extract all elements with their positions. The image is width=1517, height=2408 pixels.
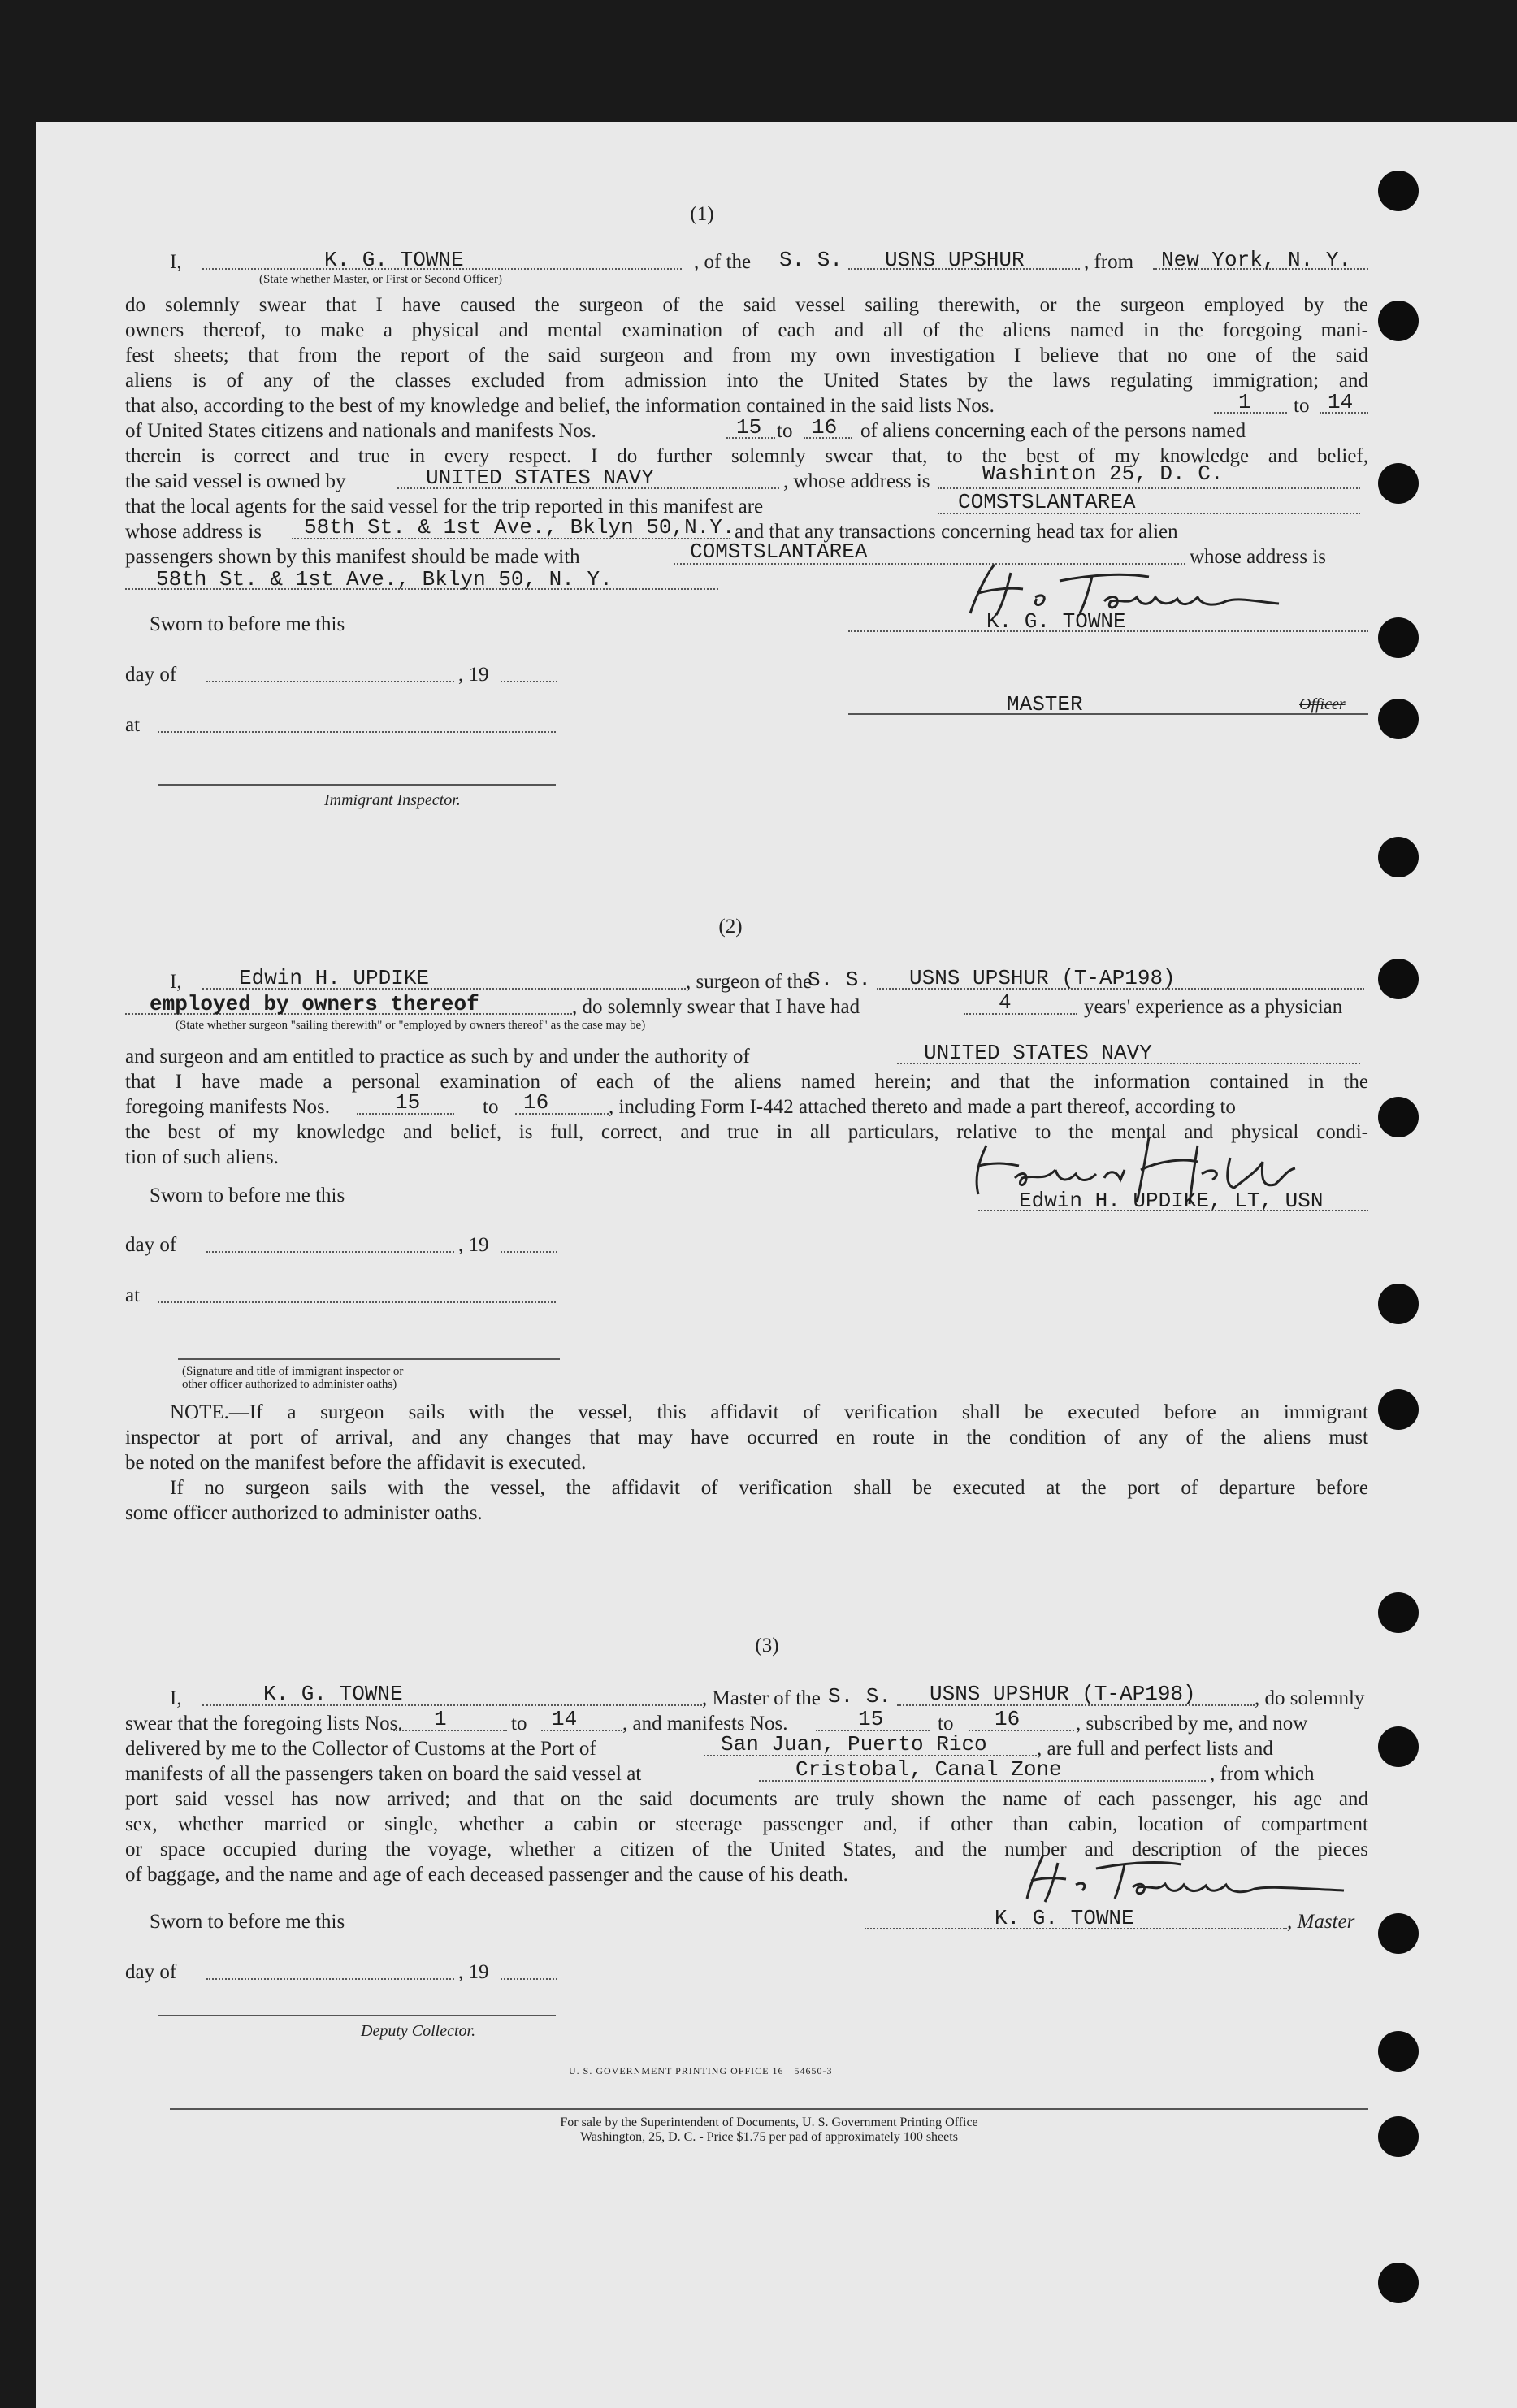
s2-swear: , do solemnly swear that I have had <box>572 996 860 1018</box>
s2-at-line <box>158 1301 556 1303</box>
s2-years: 4 <box>999 990 1012 1015</box>
s1-state-note: (State whether Master, or First or Second Officer) <box>259 273 503 286</box>
s3-sworn: Sworn to before me this <box>150 1911 345 1933</box>
s2-day-of: day of <box>125 1234 177 1256</box>
s2-note-line: be noted on the manifest before the affidavit is executed. <box>125 1452 587 1474</box>
s2-line5b: , including Form I-442 attached thereto and made a part thereof, according to <box>609 1096 1236 1118</box>
s1-lists-from: 1 <box>1238 390 1251 414</box>
s1-year: , 19 <box>458 664 489 686</box>
s2-years-line <box>964 1013 1077 1015</box>
punch-hole <box>1378 699 1419 739</box>
s2-note-line: NOTE.—If a surgeon sails with the vessel, this affidavit of verification shall be executed before an immigrant <box>170 1401 1368 1423</box>
s1-lists-to: 14 <box>1328 390 1354 414</box>
s1-master-name: K. G. TOWNE <box>324 248 464 272</box>
s2-sig-note-1: (Signature and title of immigrant inspector or <box>182 1365 404 1378</box>
punch-hole <box>1378 1726 1419 1767</box>
s2-surgeon-name: Edwin H. UPDIKE <box>239 966 430 990</box>
punch-hole <box>1378 301 1419 341</box>
s1-vessel-type: S. S. <box>779 248 843 272</box>
punch-hole <box>1378 2263 1419 2303</box>
s3-signer: K. G. TOWNE <box>995 1906 1134 1930</box>
s2-at: at <box>125 1284 141 1306</box>
sale-note-2: Washington, 25, D. C. - Price $1.75 per pad of approximately 100 sheets <box>580 2130 958 2144</box>
s2-surgeon-of: , surgeon of the <box>686 971 813 993</box>
s3-man-from: 15 <box>858 1707 884 1731</box>
s2-vessel-type: S. S. <box>808 968 872 992</box>
s1-day-of: day of <box>125 664 177 686</box>
s1-body-line: fest sheets; that from the report of the said surgeon and from my own investigation I believe that no one of the said <box>125 344 1368 366</box>
s2-sworn: Sworn to before me this <box>150 1185 345 1206</box>
s3-line4b: , from which <box>1210 1763 1315 1785</box>
s2-line5a: foregoing manifests Nos. <box>125 1096 331 1118</box>
s3-master-signature <box>995 1848 1368 1905</box>
s3-swear: , do solemnly <box>1255 1687 1365 1709</box>
s1-officer: Officer <box>1299 695 1346 713</box>
punch-hole <box>1378 2031 1419 2072</box>
s2-line7: tion of such aliens. <box>125 1146 279 1168</box>
s1-line6a: of United States citizens and nationals and manifests Nos. <box>125 420 596 442</box>
s1-title-line <box>848 713 1368 715</box>
s2-vessel: USNS UPSHUR (T-AP198) <box>909 966 1176 990</box>
s3-line5: port said vessel has now arrived; and that on the said documents are truly shown the name of each passenger, his age and <box>125 1788 1368 1810</box>
s1-year-line <box>501 681 557 682</box>
s1-owner: UNITED STATES NAVY <box>426 466 654 490</box>
s2-status: employed by owners thereof <box>150 992 479 1016</box>
punch-hole <box>1378 2116 1419 2157</box>
s1-body-line: that also, according to the best of my knowledge and belief, the information contained in the said lists Nos. <box>125 395 995 417</box>
s2-note-line: If no surgeon sails with the vessel, the affidavit of verification shall be executed at the port of departure before <box>170 1477 1368 1499</box>
footer-rule <box>170 2108 1368 2110</box>
punch-hole <box>1378 1284 1419 1324</box>
s2-oath-line <box>178 1358 560 1360</box>
s1-i: I, <box>170 251 182 273</box>
s1-line7: therein is correct and true in every respect. I do further solemnly swear that, to the best of my knowledge and belief, <box>125 445 1368 467</box>
s3-man-to-line <box>969 1730 1074 1731</box>
gpo-imprint: U. S. GOVERNMENT PRINTING OFFICE 16—54650-3 <box>569 2065 833 2077</box>
s2-state-note: (State whether surgeon "sailing therewith" or "employed by owners thereof" as the case may be) <box>176 1019 646 1032</box>
s1-owner-address-line <box>938 487 1360 489</box>
s1-body-line: do solemnly swear that I have caused the surgeon of the said vessel sailing therewith, or the surgeon employed by the <box>125 294 1368 316</box>
s1-line8a: the said vessel is owned by <box>125 470 346 492</box>
s3-customs-port: San Juan, Puerto Rico <box>721 1732 987 1756</box>
s3-line7: or space occupied during the voyage, whether a citizen of the United States, and the number and description of the pieces <box>125 1838 1368 1860</box>
s3-collector-line <box>158 2015 556 2016</box>
s2-man-from: 15 <box>395 1090 421 1115</box>
s1-headtax-agent: COMSTSLANTAREA <box>690 539 868 564</box>
s3-lists-to: 14 <box>552 1707 578 1731</box>
punch-hole <box>1378 1592 1419 1633</box>
s1-line8b: , whose address is <box>783 470 930 492</box>
s1-to: to <box>1294 395 1310 417</box>
s3-line2b: , and manifests Nos. <box>622 1713 788 1735</box>
s1-from: , from <box>1084 251 1134 273</box>
s3-line4a: manifests of all the passengers taken on board the said vessel at <box>125 1763 642 1785</box>
punch-hole <box>1378 617 1419 658</box>
s2-to: to <box>483 1096 499 1118</box>
s1-inspector: Immigrant Inspector. <box>324 791 461 809</box>
s1-title: MASTER <box>1007 692 1083 717</box>
s1-agents: COMSTSLANTAREA <box>958 490 1136 514</box>
s3-man-to: 16 <box>995 1707 1021 1731</box>
s3-master-name: K. G. TOWNE <box>263 1682 403 1706</box>
s2-line4: that I have made a personal examination of each of the aliens named herein; and that the information contained in the <box>125 1071 1368 1093</box>
punch-hole <box>1378 1913 1419 1954</box>
s2-year: , 19 <box>458 1234 489 1256</box>
sale-note-1: For sale by the Superintendent of Documents, U. S. Government Printing Office <box>560 2116 978 2129</box>
s3-lists-from: 1 <box>434 1707 447 1731</box>
punch-hole <box>1378 171 1419 211</box>
s3-line6: sex, whether married or single, whether a cabin or steerage passenger and, if other than cabin, location of compartment <box>125 1813 1368 1835</box>
s1-of-the: , of the <box>694 251 752 273</box>
s1-line9a: that the local agents for the said vessel for the trip reported in this manifest are <box>125 496 764 518</box>
s3-year: , 19 <box>458 1961 489 1983</box>
s1-man-from: 15 <box>736 415 762 440</box>
s2-note-line: inspector at port of arrival, and any changes that may have occurred en route in the condition of any of the aliens must <box>125 1427 1368 1449</box>
s3-line2c: , subscribed by me, and now <box>1076 1713 1308 1735</box>
punch-hole <box>1378 1097 1419 1137</box>
s3-line8: of baggage, and the name and age of each deceased passenger and the cause of his death. <box>125 1864 848 1886</box>
s1-line11a: passengers shown by this manifest should be made with <box>125 546 580 568</box>
s1-body-line: owners thereof, to make a physical and mental examination of each and all of the aliens named in the foregoing mani- <box>125 319 1368 341</box>
punch-hole <box>1378 463 1419 504</box>
s2-line3a: and surgeon and am entitled to practice as such by and under the authority of <box>125 1046 750 1068</box>
section-2-number: (2) <box>718 916 743 938</box>
s3-master-of: , Master of the <box>702 1687 821 1709</box>
s3-i: I, <box>170 1687 182 1709</box>
s1-line6b: of aliens concerning each of the persons named <box>860 420 1246 442</box>
s2-experience: years' experience as a physician <box>1084 996 1343 1018</box>
s3-to: to <box>938 1713 954 1735</box>
s3-line3b: , are full and perfect lists and <box>1037 1738 1273 1760</box>
s3-vessel-type: S. S. <box>828 1684 892 1709</box>
s1-agents-address: 58th St. & 1st Ave., Bklyn 50,N.Y. <box>304 515 735 539</box>
s3-to: to <box>511 1713 527 1735</box>
s3-day-line <box>206 1978 454 1980</box>
s2-sig-note-2: other officer authorized to administer oaths) <box>182 1378 397 1391</box>
s2-i: I, <box>170 971 182 993</box>
s2-day-line <box>206 1251 454 1253</box>
s2-year-line <box>501 1251 557 1253</box>
s3-vessel: USNS UPSHUR (T-AP198) <box>930 1682 1196 1706</box>
s1-sworn: Sworn to before me this <box>150 613 345 635</box>
s1-body-line: aliens is of any of the classes excluded from admission into the United States by the laws regulating immigration; and <box>125 370 1368 392</box>
s3-embark-port: Cristobal, Canal Zone <box>795 1757 1062 1782</box>
s2-note-line: some officer authorized to administer oaths. <box>125 1502 483 1524</box>
s1-man-to: 16 <box>812 415 838 440</box>
s1-to: to <box>777 420 793 442</box>
s2-man-to: 16 <box>523 1090 549 1115</box>
s1-vessel: USNS UPSHUR <box>885 248 1025 272</box>
s2-authority: UNITED STATES NAVY <box>924 1041 1152 1065</box>
s1-line10b: and that any transactions concerning head tax for alien <box>735 521 1178 543</box>
manifest-page <box>36 122 1517 2408</box>
s1-inspector-line <box>158 784 556 786</box>
s3-line2a: swear that the foregoing lists Nos. <box>125 1713 403 1735</box>
s1-at: at <box>125 714 141 736</box>
s3-lists-from-line <box>393 1730 507 1731</box>
s1-at-line <box>158 731 556 733</box>
punch-hole <box>1378 837 1419 877</box>
s1-owner-address: Washinton 25, D. C. <box>982 461 1224 486</box>
punch-hole <box>1378 959 1419 999</box>
section-1-number: (1) <box>690 203 714 225</box>
s1-line11b: whose address is <box>1190 546 1327 568</box>
s1-day-line <box>206 681 454 682</box>
s2-signer: Edwin H. UPDIKE, LT, USN <box>1019 1189 1324 1213</box>
s3-collector: Deputy Collector. <box>361 2022 476 2040</box>
s3-year-line <box>501 1978 557 1980</box>
s1-signer: K. G. TOWNE <box>986 609 1126 634</box>
s3-line3a: delivered by me to the Collector of Customs at the Port of <box>125 1738 596 1760</box>
section-3-number: (3) <box>755 1635 779 1657</box>
s1-line10a: whose address is <box>125 521 262 543</box>
s1-port: New York, N. Y. <box>1161 248 1352 272</box>
punch-hole <box>1378 1389 1419 1430</box>
s2-line6: the best of my knowledge and belief, is full, correct, and true in all particulars, relative to the mental and physical condi- <box>125 1121 1368 1143</box>
s1-headtax-address: 58th St. & 1st Ave., Bklyn 50, N. Y. <box>156 567 613 591</box>
s3-day-of: day of <box>125 1961 177 1983</box>
s3-master: , Master <box>1287 1911 1355 1933</box>
